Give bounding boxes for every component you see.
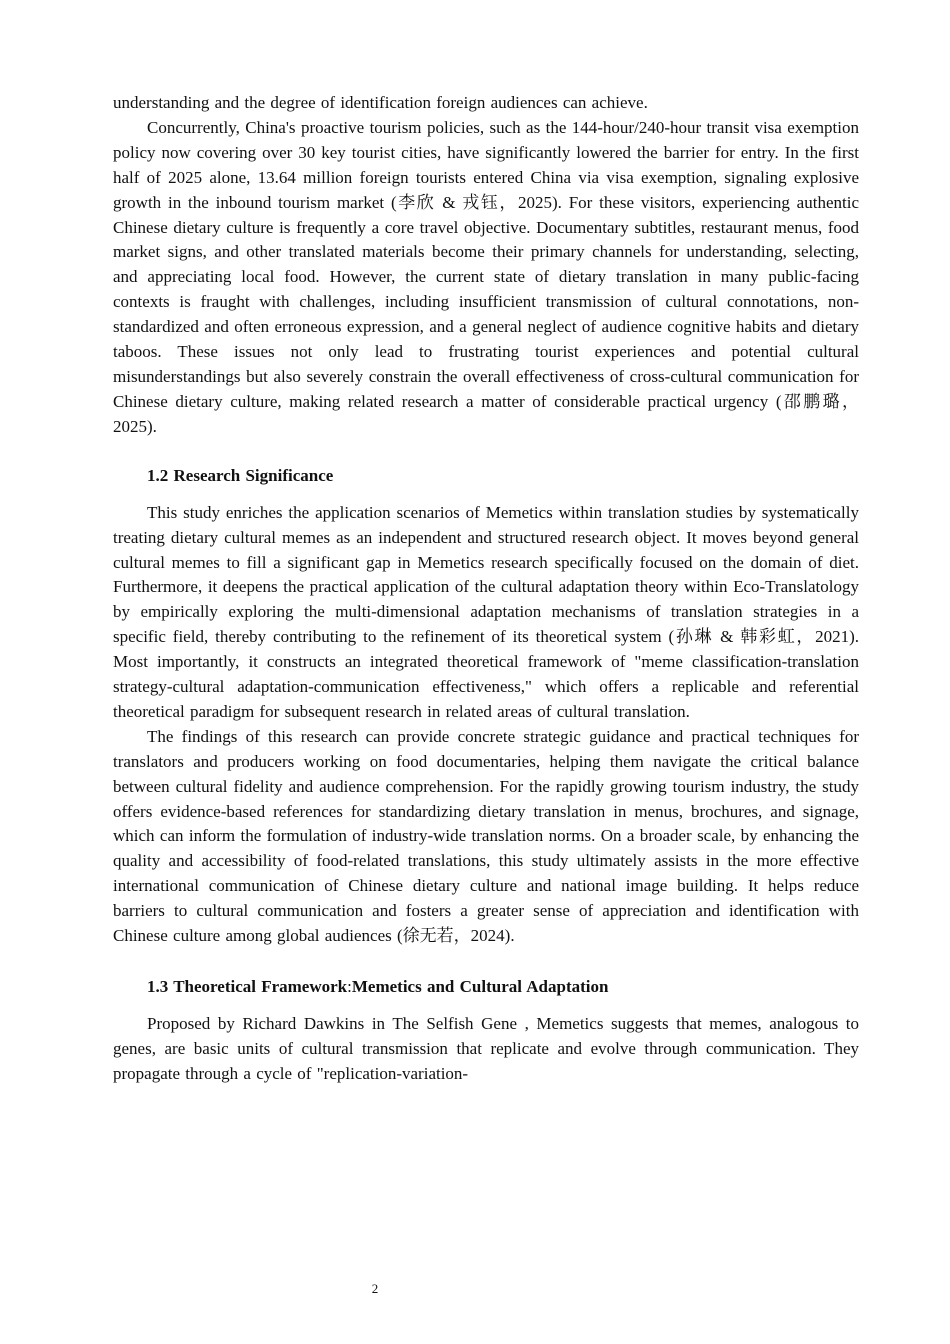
heading-theoretical-framework-part1: 1.3 Theoretical Framework — [147, 977, 348, 996]
heading-theoretical-framework — [113, 975, 859, 999]
paragraph-theoretical-significance: This study enriches the application scenarios of Memetics within translation studies by systematically treating dietary cultural memes as an independent and structured research object. It moves beyond general cultural memes to fill a significant gap in Memetics research specifically focused on the domain of diet. Furthermore, it deepens the practical application of the cultural adaptation theory within Eco-Translatology by empirically exploring the multi-dimensional adaptation mechanisms of translation strategies in a specific field, thereby contributing to the refinement of its theoretical system (孙琳 & 韩彩虹，2021). Most importantly, it constructs an integrated theoretical framework of "meme classification-translation strategy-cultural adaptation-communication effectiveness," which offers a replicable and referential theoretical paradigm for subsequent research in related areas of cultural translation. — [113, 502, 859, 721]
paragraph-memetics-intro: Proposed by Richard Dawkins in The Selfish Gene , Memetics suggests that memes, analogous to genes, are basic units of cultural transmission that replicate and evolve through communication. They propagate through a cycle of "replication-variation- — [113, 1014, 859, 1083]
heading-theoretical-framework-part2: Memetics and Cultural Adaptation — [351, 977, 609, 996]
paragraph-tourism-policy: Concurrently, China's proactive tourism policies, such as the 144-hour/240-hour transit visa exemption policy now covering over 30 key tourist cities, have significantly lowered the barrier for entry. In the first half of 2025 alone, 13.64 million foreign tourists entered China via visa exemption, signaling explosive growth in the inbound tourism market (李欣 & 戎钰，2025). For these visitors, experiencing authentic Chinese dietary culture is frequently a core travel objective. Documentary subtitles, restaurant menus, food market signs, and other translated materials become their primary channels for understanding, selecting, and appreciating local food. However, the current state of dietary translation in many public-facing contexts is fraught with challenges, including insufficient transmission of cultural connotations, non-standardized and often erroneous expression, and a general neglect of audience cognitive habits and dietary taboos. These issues not only lead to frustrating tourist experiences and potential cultural misunderstandings but also severely constrain the overall effectiveness of cross-cultural communication for Chinese dietary culture, making related research a matter of considerable practical urgency (邵鹏璐，2025). — [113, 117, 859, 436]
heading-separator: : — [347, 977, 352, 996]
paragraph-practical-significance: The findings of this research can provide concrete strategic guidance and practical techniques for translators and producers working on food documentaries, helping them navigate the critical balance between cultural fidelity and audience comprehension. For the rapidly growing tourism industry, the study offers evidence-based references for standardizing dietary translation in menus, brochures, and signage, which can inform the formulation of industry-wide translation norms. On a broader scale, by enhancing the quality and accessibility of food-related translations, this study ultimately assists in the more effective international communication of Chinese dietary culture and national image building. It helps reduce barriers to cultural communication and fosters a greater sense of appreciation and identification with Chinese culture among global audiences (徐无若，2024). — [113, 726, 859, 946]
heading-research-significance: 1.2 Research Significance — [147, 465, 334, 485]
page-number: 2 — [371, 1281, 379, 1296]
document-page — [113, 91, 859, 1087]
paragraph-continuation: understanding and the degree of identification foreign audiences can achieve. — [113, 93, 648, 112]
